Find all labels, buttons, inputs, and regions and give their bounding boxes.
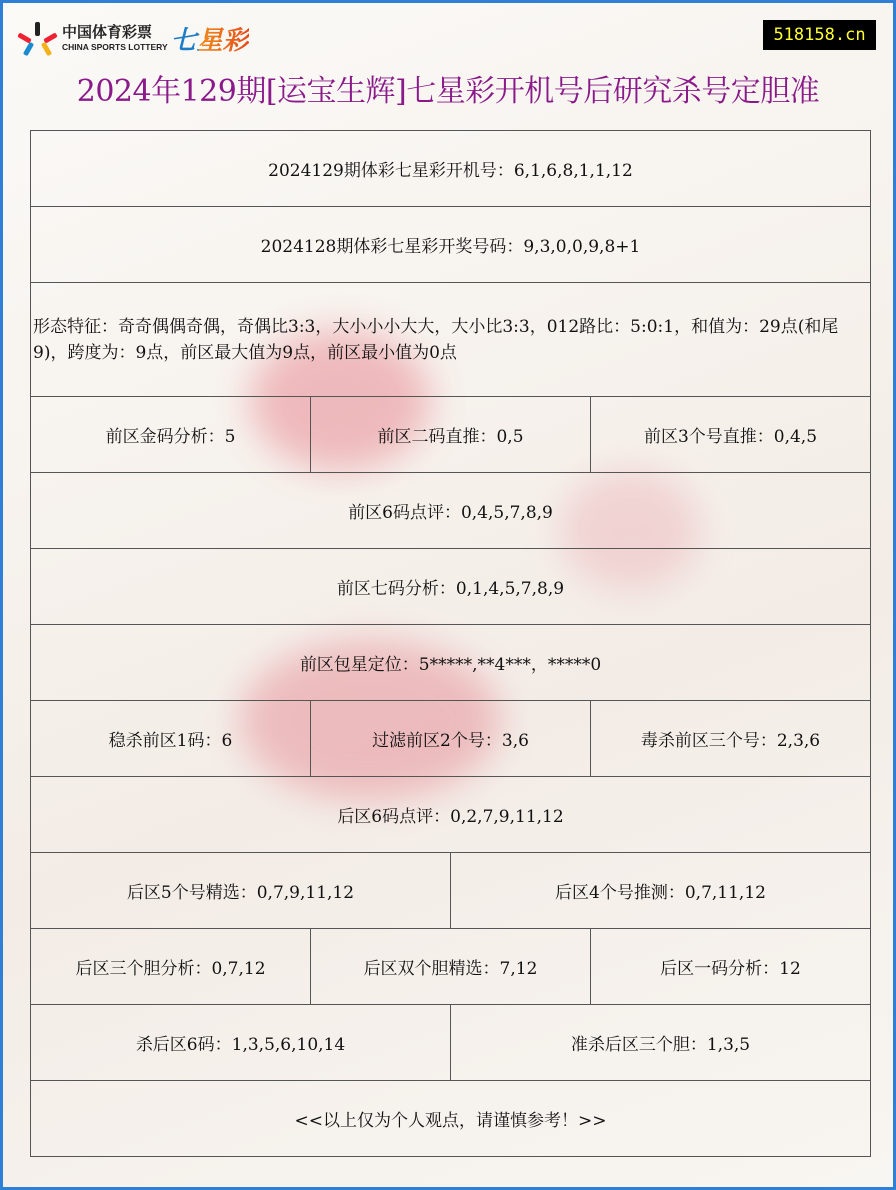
table-cell: 前区6码点评：0,4,5,7,8,9	[31, 473, 871, 549]
logo-cn-text: 中国体育彩票	[62, 23, 153, 42]
table-row	[31, 625, 871, 701]
lottery-star-icon	[20, 22, 56, 56]
china-sports-lottery-logo	[20, 20, 249, 57]
table-row	[31, 473, 871, 549]
logo-product-text: 七星彩	[171, 20, 249, 57]
table-cell: 毒杀前区三个号：2,3,6	[591, 701, 871, 777]
table-cell: 前区七码分析：0,1,4,5,7,8,9	[31, 549, 871, 625]
table-row	[31, 853, 871, 929]
table-cell: 准杀后区三个胆：1,3,5	[451, 1005, 871, 1081]
logo-en-text: CHINA SPORTS LOTTERY	[62, 42, 168, 53]
table-cell: 前区3个号直推：0,4,5	[591, 397, 871, 473]
table-cell: 2024129期体彩七星彩开机号：6,1,6,8,1,1,12	[31, 131, 871, 207]
table-cell: 后区三个胆分析：0,7,12	[31, 929, 311, 1005]
page-title: 2024年129期[运宝生辉]七星彩开机号后研究杀号定胆准	[76, 74, 820, 109]
table-row	[31, 929, 871, 1005]
table-cell: 过滤前区2个号：3,6	[311, 701, 591, 777]
table-row	[31, 397, 871, 473]
table-cell: 后区6码点评：0,2,7,9,11,12	[31, 777, 871, 853]
table-cell: 前区二码直推：0,5	[311, 397, 591, 473]
table-cell: 后区双个胆精选：7,12	[311, 929, 591, 1005]
analysis-table	[30, 130, 871, 1157]
table-cell: 稳杀前区1码：6	[31, 701, 311, 777]
table-row	[31, 207, 871, 283]
table-cell: 杀后区6码：1,3,5,6,10,14	[31, 1005, 451, 1081]
site-badge[interactable]: 518158.cn	[763, 20, 876, 50]
table-cell: 形态特征：奇奇偶偶奇偶，奇偶比3:3，大小小小大大，大小比3:3，012路比：5:0:1，和值为：29点(和尾9)，跨度为：9点，前区最大值为9点，前区最小值为0点	[31, 283, 871, 397]
table-row	[31, 549, 871, 625]
table-row	[31, 1081, 871, 1157]
table-cell: 后区4个号推测：0,7,11,12	[451, 853, 871, 929]
table-cell: 后区5个号精选：0,7,9,11,12	[31, 853, 451, 929]
table-cell: 前区包星定位：5*****,**4***，*****0	[31, 625, 871, 701]
disclaimer: <<以上仅为个人观点，请谨慎参考！>>	[31, 1081, 871, 1157]
table-row	[31, 1005, 871, 1081]
table-cell: 前区金码分析：5	[31, 397, 311, 473]
table-row	[31, 701, 871, 777]
table-cell: 2024128期体彩七星彩开奖号码：9,3,0,0,9,8+1	[31, 207, 871, 283]
table-row	[31, 283, 871, 397]
table-cell: 后区一码分析：12	[591, 929, 871, 1005]
table-row	[31, 777, 871, 853]
table-row	[31, 131, 871, 207]
